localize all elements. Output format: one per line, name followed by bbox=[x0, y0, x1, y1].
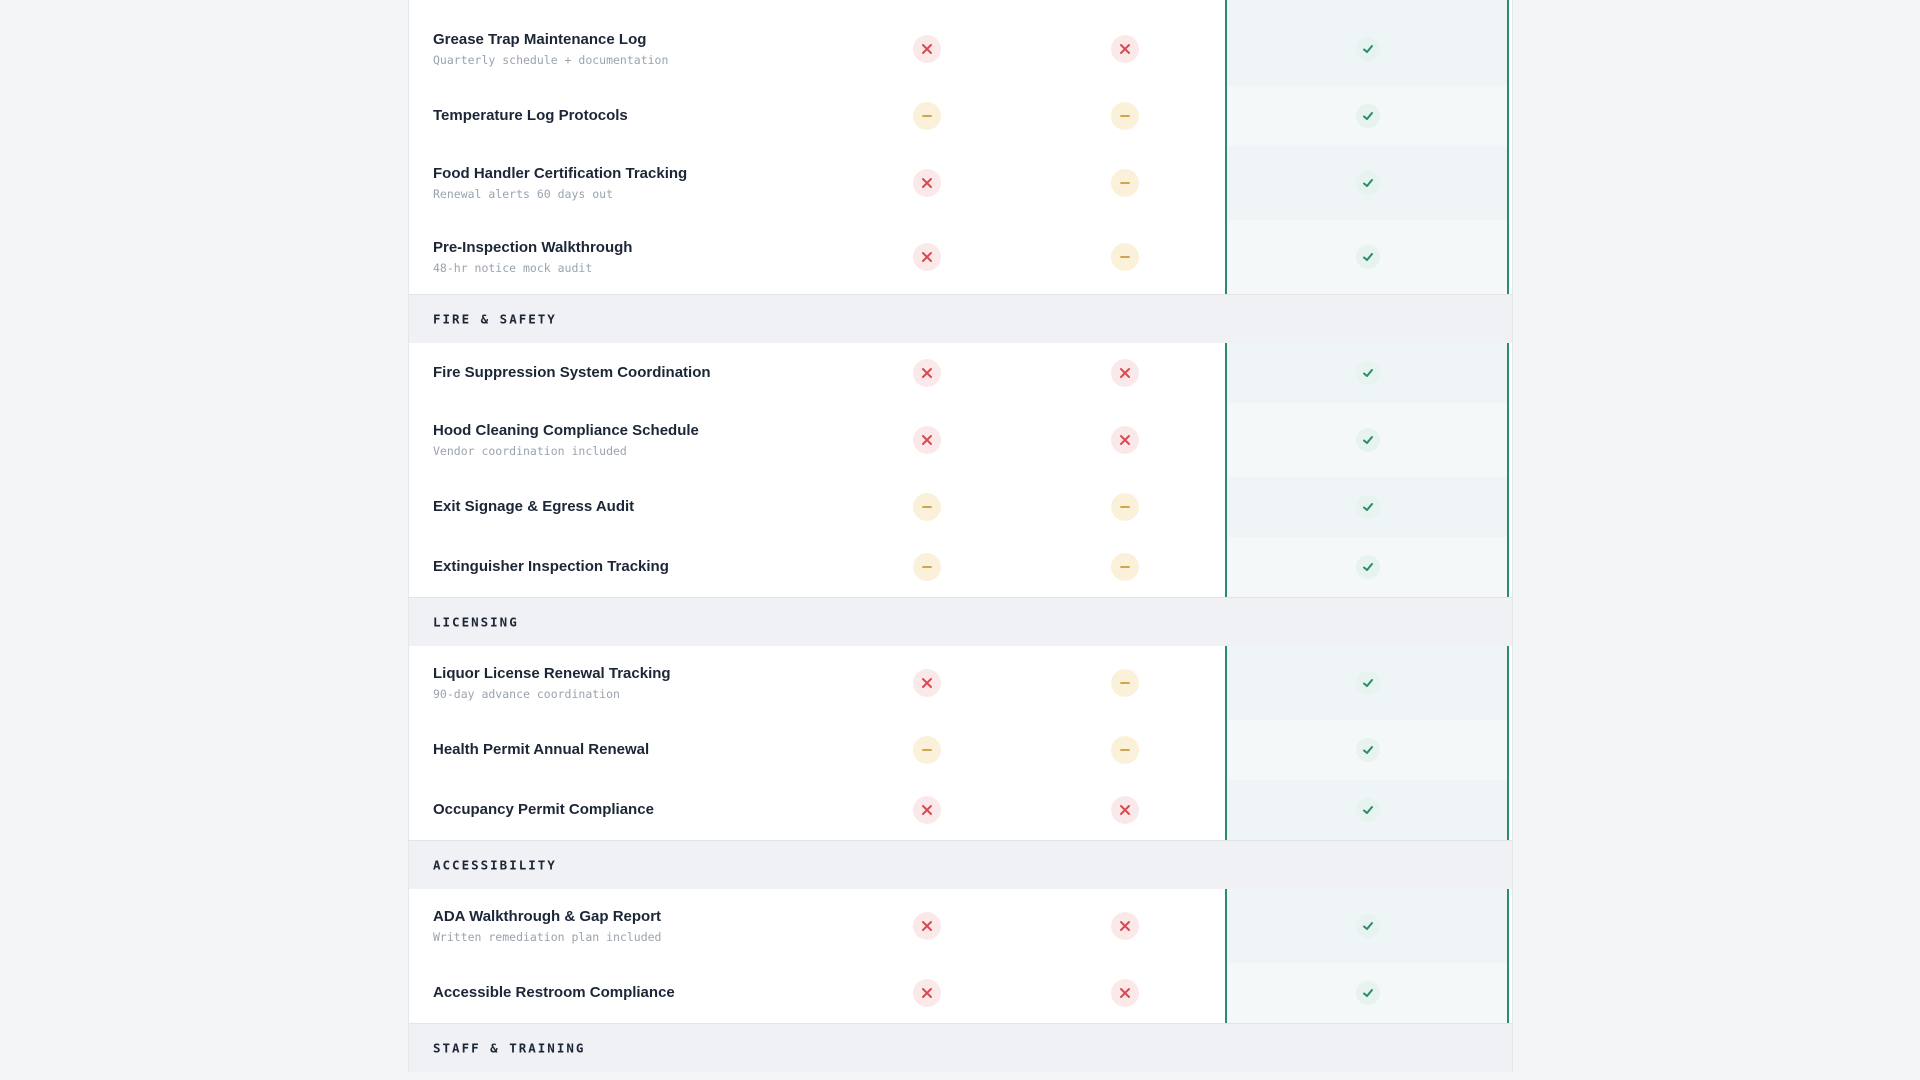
feature-name: Occupancy Permit Compliance bbox=[433, 801, 654, 818]
x-icon bbox=[921, 804, 933, 816]
status-badge-col2 bbox=[1111, 243, 1139, 271]
table-row bbox=[409, 86, 1512, 146]
section-header bbox=[409, 294, 1512, 343]
status-badge-col2 bbox=[1111, 35, 1139, 63]
table-row bbox=[409, 963, 1512, 1023]
status-badge-col2 bbox=[1111, 359, 1139, 387]
status-badge-col2 bbox=[1111, 553, 1139, 581]
check-icon bbox=[1362, 501, 1374, 513]
x-icon bbox=[1119, 920, 1131, 932]
check-icon bbox=[1362, 43, 1374, 55]
table-row bbox=[409, 646, 1512, 720]
status-badge-col1 bbox=[913, 796, 941, 824]
x-icon bbox=[1119, 367, 1131, 379]
x-icon bbox=[921, 920, 933, 932]
x-icon bbox=[921, 434, 933, 446]
status-badge-col3 bbox=[1356, 738, 1380, 762]
feature-note: Renewal alerts 60 days out bbox=[433, 187, 614, 201]
section-title: FIRE & SAFETY bbox=[433, 311, 557, 327]
table-row bbox=[409, 780, 1512, 840]
status-badge-col3 bbox=[1356, 245, 1380, 269]
status-badge-col1 bbox=[913, 243, 941, 271]
status-badge-col3 bbox=[1356, 361, 1380, 385]
dash-icon bbox=[1119, 561, 1131, 573]
status-badge-col2 bbox=[1111, 426, 1139, 454]
table-row bbox=[409, 889, 1512, 963]
table-row bbox=[409, 343, 1512, 403]
status-badge-col1 bbox=[913, 979, 941, 1007]
dash-icon bbox=[921, 501, 933, 513]
status-badge-col1 bbox=[913, 736, 941, 764]
feature-cell bbox=[433, 558, 669, 576]
status-badge-col1 bbox=[913, 102, 941, 130]
section-header bbox=[409, 597, 1512, 646]
status-badge-col3 bbox=[1356, 798, 1380, 822]
dash-icon bbox=[1119, 744, 1131, 756]
status-badge-col3 bbox=[1356, 37, 1380, 61]
status-badge-col2 bbox=[1111, 796, 1139, 824]
x-icon bbox=[921, 677, 933, 689]
table-row bbox=[409, 537, 1512, 597]
status-badge-col1 bbox=[913, 669, 941, 697]
comparison-table bbox=[408, 0, 1513, 1072]
feature-name: Hood Cleaning Compliance Schedule bbox=[433, 422, 699, 439]
section-title: ACCESSIBILITY bbox=[433, 857, 557, 873]
feature-cell bbox=[433, 31, 668, 67]
check-icon bbox=[1362, 744, 1374, 756]
x-icon bbox=[921, 987, 933, 999]
x-icon bbox=[921, 43, 933, 55]
x-icon bbox=[921, 251, 933, 263]
dash-icon bbox=[921, 110, 933, 122]
x-icon bbox=[1119, 434, 1131, 446]
feature-name: Food Handler Certification Tracking bbox=[433, 165, 688, 182]
status-badge-col3 bbox=[1356, 671, 1380, 695]
status-badge-col1 bbox=[913, 426, 941, 454]
status-badge-col3 bbox=[1356, 428, 1380, 452]
dash-icon bbox=[1119, 110, 1131, 122]
section-header bbox=[409, 840, 1512, 889]
status-badge-col1 bbox=[913, 35, 941, 63]
table-body bbox=[409, 12, 1512, 1072]
status-badge-col1 bbox=[913, 553, 941, 581]
status-badge-col2 bbox=[1111, 669, 1139, 697]
x-icon bbox=[921, 367, 933, 379]
check-icon bbox=[1362, 177, 1374, 189]
dash-icon bbox=[1119, 251, 1131, 263]
table-top-cap bbox=[409, 0, 1512, 12]
check-icon bbox=[1362, 561, 1374, 573]
section-title: STAFF & TRAINING bbox=[433, 1040, 586, 1056]
x-icon bbox=[1119, 987, 1131, 999]
check-icon bbox=[1362, 367, 1374, 379]
dash-icon bbox=[1119, 677, 1131, 689]
feature-name: Liquor License Renewal Tracking bbox=[433, 665, 671, 682]
check-icon bbox=[1362, 434, 1374, 446]
feature-note: Vendor coordination included bbox=[433, 444, 627, 458]
section-header bbox=[409, 1023, 1512, 1072]
feature-note: Written remediation plan included bbox=[433, 930, 662, 944]
feature-cell bbox=[433, 364, 711, 382]
x-icon bbox=[1119, 43, 1131, 55]
status-badge-col1 bbox=[913, 359, 941, 387]
check-icon bbox=[1362, 804, 1374, 816]
status-badge-col2 bbox=[1111, 979, 1139, 1007]
x-icon bbox=[921, 177, 933, 189]
feature-cell bbox=[433, 665, 671, 701]
status-badge-col2 bbox=[1111, 736, 1139, 764]
status-badge-col1 bbox=[913, 169, 941, 197]
status-badge-col2 bbox=[1111, 102, 1139, 130]
feature-note: 90-day advance coordination bbox=[433, 687, 620, 701]
dash-icon bbox=[921, 744, 933, 756]
feature-note: Quarterly schedule + documentation bbox=[433, 53, 669, 67]
feature-cell bbox=[433, 984, 675, 1002]
feature-name: Temperature Log Protocols bbox=[433, 107, 628, 124]
x-icon bbox=[1119, 804, 1131, 816]
feature-name: Accessible Restroom Compliance bbox=[433, 984, 675, 1001]
table-row bbox=[409, 220, 1512, 294]
feature-name: Exit Signage & Egress Audit bbox=[433, 498, 635, 515]
status-badge-col3 bbox=[1356, 495, 1380, 519]
highlight-column bbox=[1225, 0, 1509, 12]
check-icon bbox=[1362, 251, 1374, 263]
feature-cell bbox=[433, 239, 632, 275]
check-icon bbox=[1362, 677, 1374, 689]
feature-cell bbox=[433, 165, 687, 201]
section-title: LICENSING bbox=[433, 614, 519, 630]
feature-name: Health Permit Annual Renewal bbox=[433, 741, 650, 758]
table-row bbox=[409, 12, 1512, 86]
status-badge-col2 bbox=[1111, 493, 1139, 521]
feature-cell bbox=[433, 107, 628, 125]
check-icon bbox=[1362, 110, 1374, 122]
status-badge-col3 bbox=[1356, 555, 1380, 579]
status-badge-col3 bbox=[1356, 914, 1380, 938]
table-row bbox=[409, 477, 1512, 537]
check-icon bbox=[1362, 920, 1374, 932]
feature-name: Fire Suppression System Coordination bbox=[433, 364, 711, 381]
feature-name: Grease Trap Maintenance Log bbox=[433, 31, 647, 48]
table-row bbox=[409, 146, 1512, 220]
feature-cell bbox=[433, 741, 649, 759]
feature-cell bbox=[433, 422, 699, 458]
dash-icon bbox=[921, 561, 933, 573]
table-row bbox=[409, 720, 1512, 780]
dash-icon bbox=[1119, 177, 1131, 189]
status-badge-col3 bbox=[1356, 104, 1380, 128]
feature-name: Extinguisher Inspection Tracking bbox=[433, 558, 669, 575]
status-badge-col3 bbox=[1356, 171, 1380, 195]
feature-cell bbox=[433, 498, 634, 516]
status-badge-col1 bbox=[913, 493, 941, 521]
feature-note: 48-hr notice mock audit bbox=[433, 261, 593, 275]
feature-name: Pre-Inspection Walkthrough bbox=[433, 239, 633, 256]
status-badge-col1 bbox=[913, 912, 941, 940]
status-badge-col2 bbox=[1111, 912, 1139, 940]
dash-icon bbox=[1119, 501, 1131, 513]
feature-name: ADA Walkthrough & Gap Report bbox=[433, 908, 662, 925]
feature-cell bbox=[433, 908, 661, 944]
table-row bbox=[409, 403, 1512, 477]
status-badge-col2 bbox=[1111, 169, 1139, 197]
feature-cell bbox=[433, 801, 654, 819]
status-badge-col3 bbox=[1356, 981, 1380, 1005]
check-icon bbox=[1362, 987, 1374, 999]
